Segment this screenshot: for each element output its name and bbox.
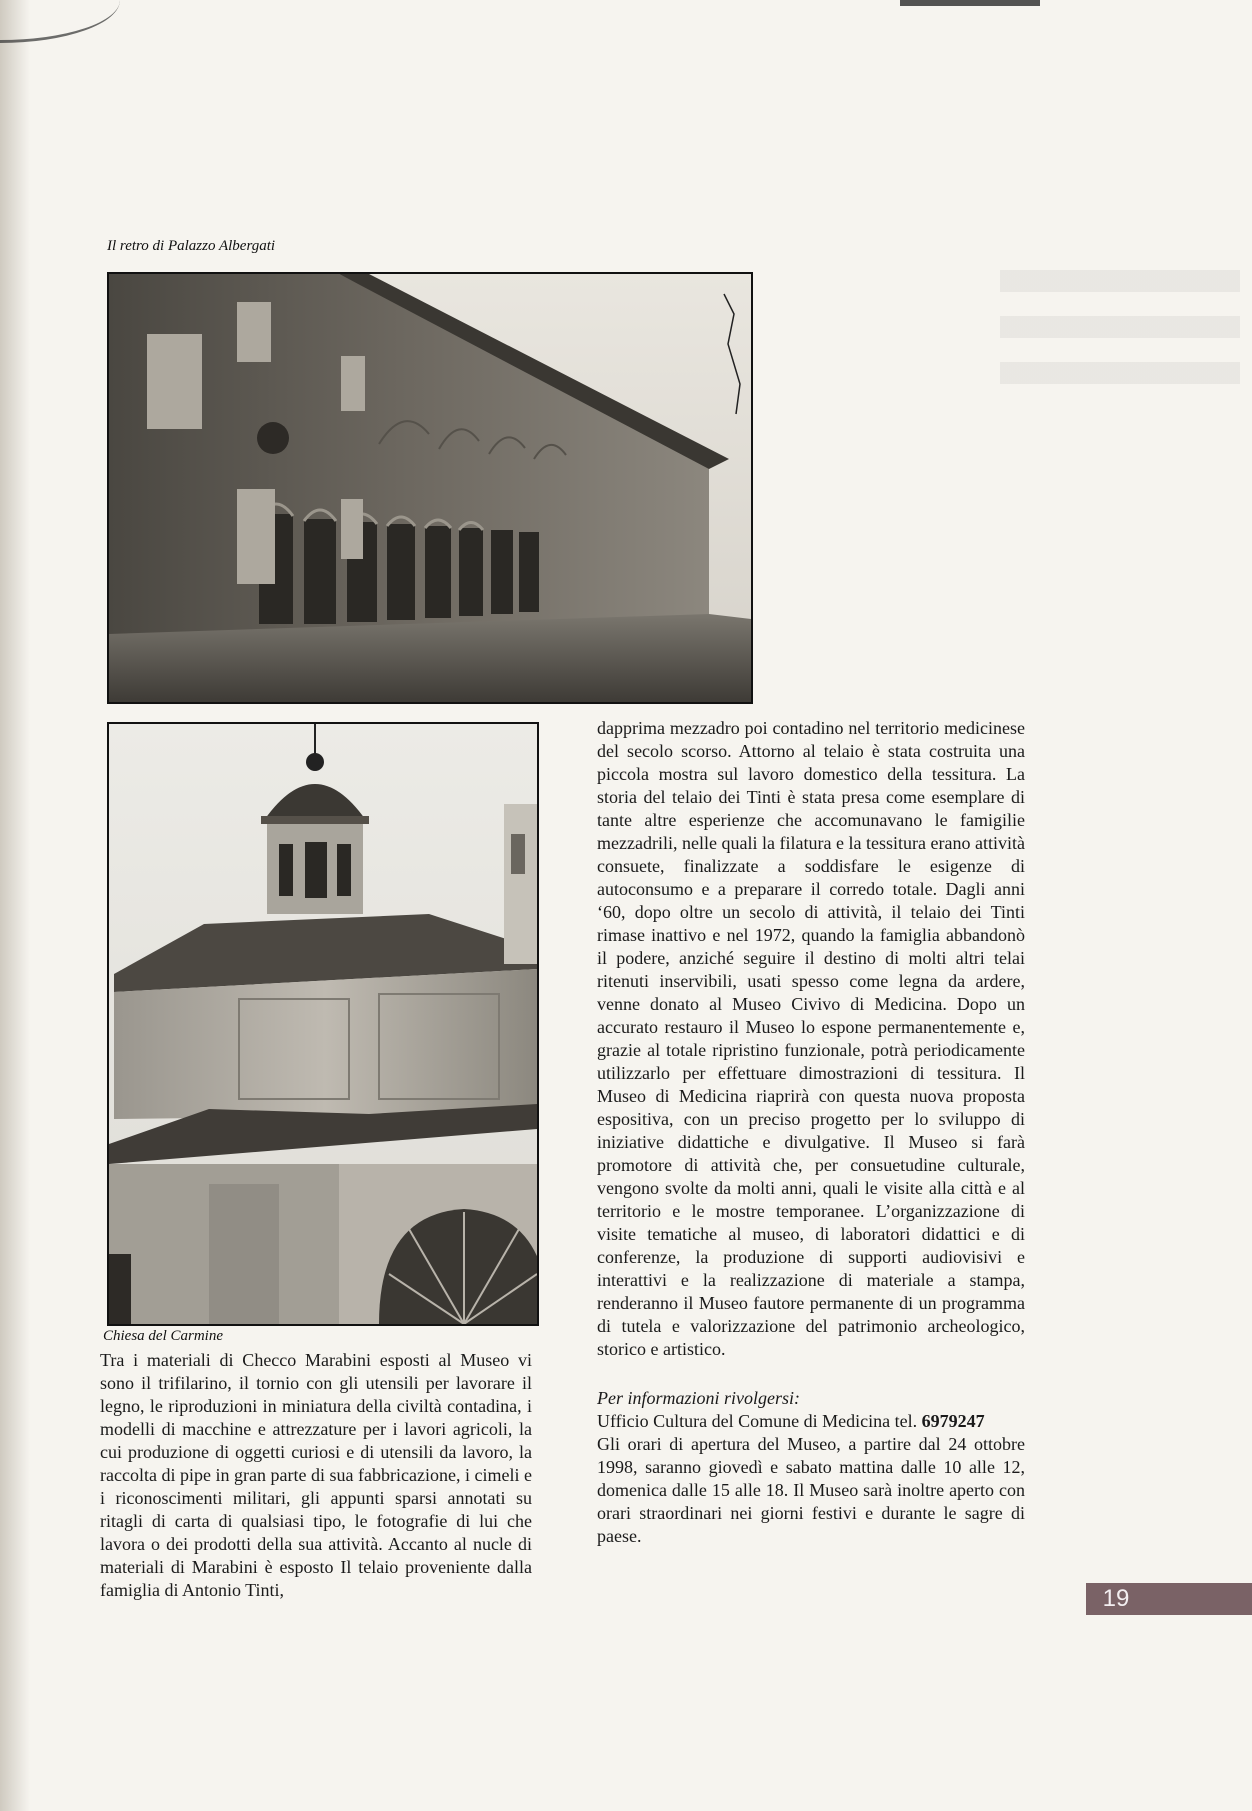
page-number-tab: [1086, 1583, 1252, 1615]
phone-number: 6979247: [921, 1411, 985, 1431]
office-label: Ufficio Cultura del Comune di Medicina tel.: [597, 1411, 922, 1431]
left-column-text: [100, 1349, 532, 1602]
opening-hours: Gli orari di apertura del Museo, a partire dal 24 ottobre 1998, saranno giovedì e sabato mattina dalle 10 alle 12, domenica dalle 15 alle 18. Il Museo sarà inoltre aperto con orari straordinari nei giorni festivi e durante le sagre di paese.: [597, 1434, 1025, 1546]
page-number: 19: [1102, 1585, 1130, 1612]
caption-palazzo: Il retro di Palazzo Albergati: [107, 238, 276, 254]
info-office: [597, 1410, 1025, 1433]
palazzo-albergati-photo: [107, 272, 753, 704]
info-heading: Per informazioni rivolgersi:: [597, 1388, 800, 1408]
caption-carmine: Chiesa del Carmine: [103, 1328, 223, 1344]
marabini-paragraph: Tra i materiali di Checco Marabini esposti al Museo vi sono il trifilarino, il tornio con gli utensili per lavorare il legno, le riproduzioni in miniatura della civiltà contadina, i modelli di macchine e attrezzature per i lavori agricoli, la cui produzione di oggetti curiosi e di utensili da lavoro, la raccolta di pipe in gran parte di sua fabbricazione, i cimeli e i riconoscimenti militari, gli appunti sparsi annotati su ritagli di carta di qualsiasi tipo, le fotografie di lui che lavora o dei prodotti della sua attività. Accanto al nucle di materiali di Marabini è esposto Il telaio proveniente dalla famiglia di Antonio Tinti,: [100, 1350, 532, 1600]
bleed-through-text: [1000, 270, 1240, 400]
right-column-text: [597, 717, 1025, 1548]
header-rule: [900, 0, 1040, 6]
page-curl: [0, 0, 120, 43]
tinti-paragraph: dapprima mezzadro poi contadino nel territorio medicinese del secolo scorso. Attorno al telaio è stata costruita una piccola mostra sul lavoro domestico della tessitura. La storia del telaio dei Tinti è stata presa come esemplare di tante altre esperienze che accomunavano le famigilie mezzadrili, nelle quali la filatura e la tessitura erano attività consuete, finalizzate a soddisfare le esigenze di autoconsumo e a preparare il corredo totale. Dagli anni ‘60, dopo oltre un secolo di attività, il telaio dei Tinti rimase inattivo e nel 1972, quando la famiglia abbandonò il podere, anziché seguire il destino di molti altri telai ritenuti inservibili, usati spesso come legna da ardere, venne donato al Museo Civivo di Medicina. Dopo un accurato restauro il Museo lo espone permanentemente e, grazie al totale ripristino funzionale, potrà periodicamente utilizzarlo per effettuare dimostrazioni di tessitura. Il Museo di Medicina riaprirà con questa nuova proposta espositiva, con un preciso progetto per lo sviluppo di iniziative didattiche e divulgative. Il Museo si farà promotore di attività che, per consuetudine culturale, vengono svolte da molti anni, quali le visite alla città e al territorio e le mostre temporanee. L’organizzazione di visite tematiche al museo, di laboratori didattici e di conferenze, la produzione di supporti audiovisivi e interattivi e la realizzazione di materiale a stampa, renderanno il Museo fautore permanente di un programma di tutela e valorizzazione del patrimonio archeologico, storico e artistico.: [597, 718, 1025, 1359]
page-edge-shadow: [0, 0, 30, 1811]
chiesa-del-carmine-photo: [107, 722, 539, 1326]
